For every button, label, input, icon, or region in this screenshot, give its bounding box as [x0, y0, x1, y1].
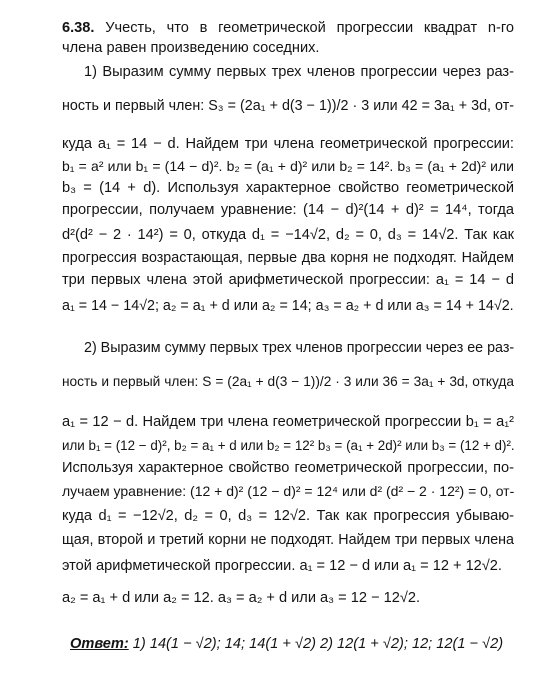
answer-line — [70, 634, 520, 654]
answer-label: Ответ: — [70, 636, 129, 652]
part1-line-5: b₃ = (14 + d). Используя характерное свойство геометрической — [62, 180, 514, 196]
problem-text-1: Учесть, что в геометрической прогрессии квадрат n-го — [105, 20, 514, 36]
part1-line-9: три первых члена этой арифметической прогрессии: a₁ = 14 − d — [62, 272, 514, 288]
part1-line-8: прогрессия возрастающая, первые два корня не подходят. Найдем — [62, 250, 514, 266]
answer-text: 1) 14(1 − √2); 14; 14(1 + √2) 2) 12(1 + √2); 12; 12(1 − √2) — [132, 636, 504, 652]
part1-line-10: a₁ = 14 − 14√2; a₂ = a₁ + d или a₂ = 14; a₃ = a₂ + d или a₃ = 14 + 14√2. — [62, 298, 514, 314]
part2-line-10: a₂ = a₁ + d или a₂ = 12. a₃ = a₂ + d или a₃ = 12 − 12√2. — [62, 590, 421, 606]
part2-line-6: лучаем уравнение: (12 + d)² (12 − d)² = 12⁴ или d² (d² − 2 · 12²) = 0, от- — [62, 483, 515, 499]
part2-line-2: ность и первый член: S = (2a₁ + d(3 − 1))/2 · 3 или 36 = 3a₁ + 3d, откуда — [62, 374, 514, 389]
part2-line-8: щая, второй и третий корни не подходят. Найдем три первых члена — [62, 532, 514, 548]
part1-line-3: куда a₁ = 14 − d. Найдем три члена геометрической прогрессии: — [62, 136, 514, 152]
problem-statement-line-2: члена равен произведению соседних. — [62, 40, 320, 56]
part2-line-7: куда d₁ = −12√2, d₂ = 0, d₃ = 12√2. Так как прогрессия убываю- — [62, 508, 514, 524]
part2-line-4: или b₁ = (12 − d)², b₂ = a₁ + d или b₂ = 12² b₃ = (a₁ + 2d)² или b₃ = (12 + d)². — [62, 438, 515, 453]
part2-line-5: Используя характерное свойство геометрической прогрессии, по- — [62, 460, 514, 476]
part2-line-1: 2) Выразим сумму первых трех членов прогрессии через ее раз- — [84, 340, 515, 356]
problem-statement-line-1 — [62, 18, 514, 38]
part1-line-1: 1) Выразим сумму первых трех членов прогрессии через раз- — [84, 64, 514, 80]
part2-line-9: этой арифметической прогрессии. a₁ = 12 − d или a₁ = 12 + 12√2. — [62, 558, 502, 574]
part1-line-7: d²(d² − 2 · 14²) = 0, откуда d₁ = −14√2, d₂ = 0, d₃ = 14√2. Так как — [62, 227, 514, 243]
part1-line-6: прогрессии, получаем уравнение: (14 − d)²(14 + d)² = 14⁴, тогда — [62, 202, 514, 218]
problem-number: 6.38. — [62, 20, 95, 36]
part2-line-3: a₁ = 12 − d. Найдем три члена геометрической прогрессии b₁ = a₁² — [62, 414, 514, 430]
part1-line-2: ность и первый член: S₃ = (2a₁ + d(3 − 1))/2 · 3 или 42 = 3a₁ + 3d, от- — [62, 98, 514, 114]
part1-line-4: b₁ = a² или b₁ = (14 − d)². b₂ = (a₁ + d)² или b₂ = 14². b₃ = (a₁ + 2d)² или — [62, 158, 514, 174]
